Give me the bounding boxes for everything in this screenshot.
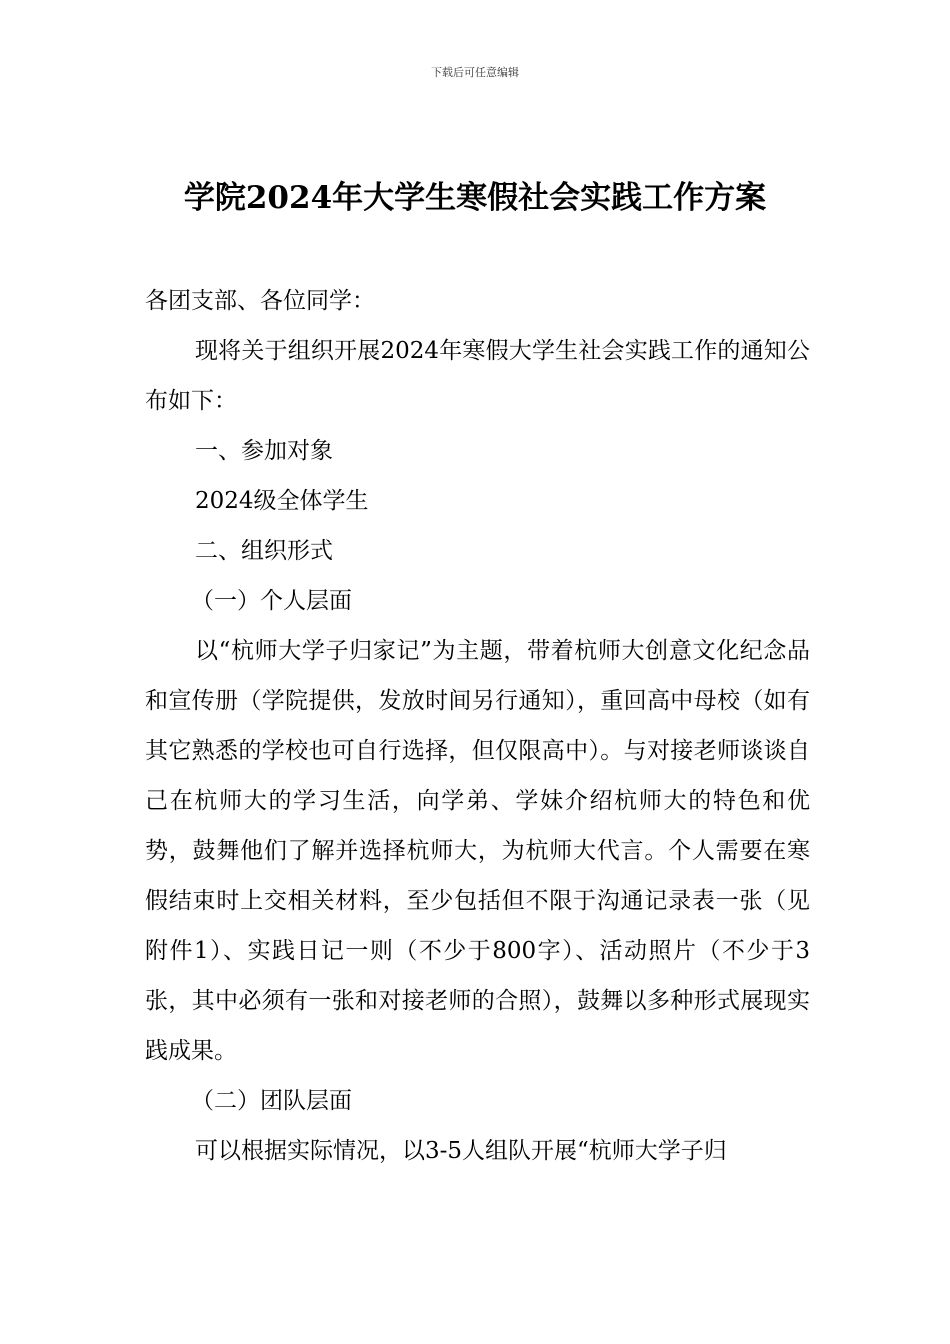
subsection-2-heading: （二）团队层面 (191, 1088, 352, 1114)
salutation: 各团支部、各位同学： (145, 288, 375, 314)
subsection-1-body: 以“杭师大学子归家记”为主题，带着杭师大创意文化纪念品和宣传册（学院提供，发放时间另行通知），重回高中母校（如有其它熟悉的学校也可自行选择，但仅限高中）。与对接老师谈谈自己在杭师大的学习生活，向学弟、学妹介绍杭师大的特色和优势，鼓舞他们了解并选择杭师大，为杭师大代言。个人需要在寒假结束时上交相关材料，至少包括但不限于沟通记录表一张（见附件1）、实践日记一则（不少于800字）、活动照片（不少于3张，其中必须有一张和对接老师的合照），鼓舞以多种形式展现实践成果。 (145, 638, 810, 1064)
header-note: 下载后可任意编辑 (431, 66, 519, 79)
section-1-heading: 一、参加对象 (195, 438, 333, 464)
intro-paragraph: 现将关于组织开展2024年寒假大学生社会实践工作的通知公布如下： (145, 338, 810, 414)
section-1-body: 2024级全体学生 (195, 488, 369, 514)
document-body (145, 276, 810, 1176)
section-2-heading: 二、组织形式 (195, 538, 333, 564)
subsection-2-body: 可以根据实际情况，以3-5人组队开展“杭师大学子归 (195, 1138, 727, 1164)
subsection-1-heading: （一）个人层面 (191, 588, 352, 614)
document-title: 学院2024年大学生寒假社会实践工作方案 (183, 180, 767, 216)
